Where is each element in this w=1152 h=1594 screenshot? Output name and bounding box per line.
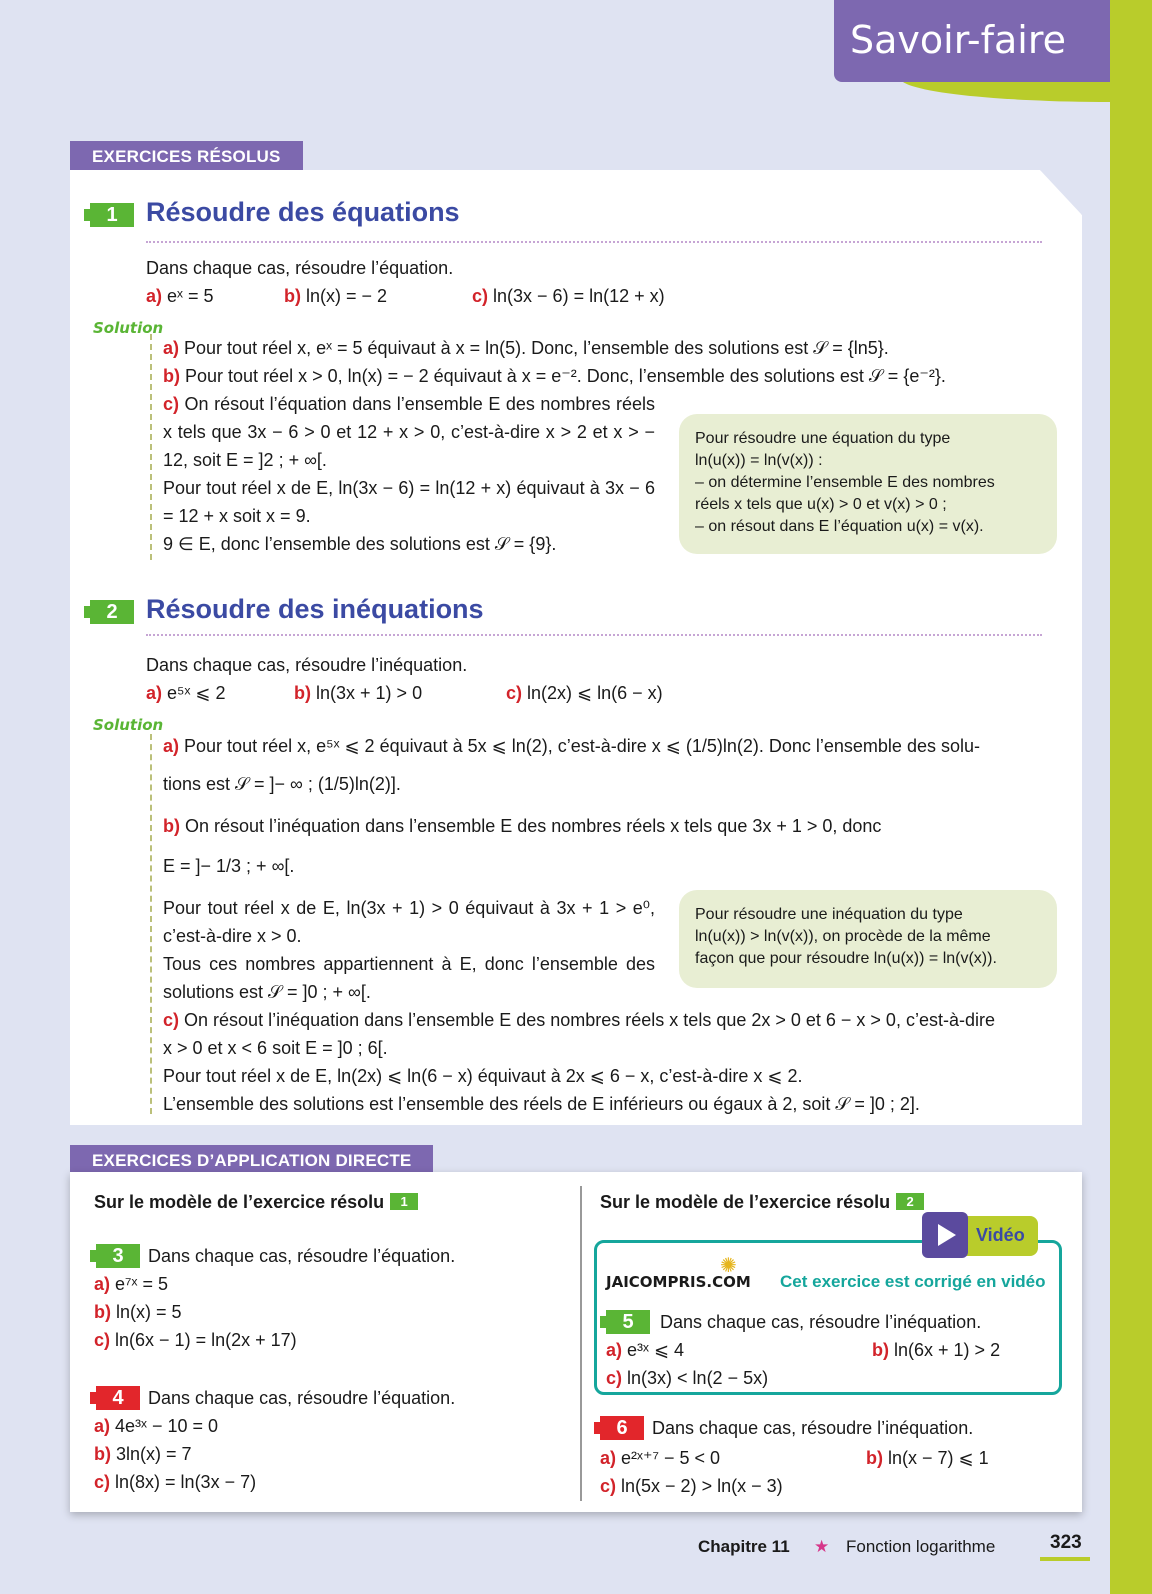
page-number: 323 xyxy=(1050,1532,1082,1553)
ex1-sol-c2: Pour tout réel x de E, ln(3x − 6) = ln(12 + x) équivaut à 3x − 6 = 12 + x soit x = 9. xyxy=(163,478,655,526)
ex2-number: 2 xyxy=(90,600,134,624)
ex2-sol-b2: E = ]− 1/3 ; + ∞[. xyxy=(163,856,295,876)
ex2-sol-c2: x > 0 et x < 6 soit E = ]0 ; 6[. xyxy=(163,1038,388,1058)
ex2-sol-c4: L’ensemble des solutions est l’ensemble des réels de E inférieurs ou égaux à 2, soit 𝒮 = ]0 ; 2]. xyxy=(163,1094,920,1114)
side-stripe xyxy=(1110,0,1152,1594)
play-icon xyxy=(922,1212,968,1258)
ex4-number: 4 xyxy=(96,1386,140,1410)
ex4-b: b) 3ln(x) = 7 xyxy=(94,1444,192,1464)
ex1-item-b: b) ln(x) = − 2 xyxy=(284,286,388,306)
ex2-tip: Pour résoudre une inéquation du type ln(u(x)) > ln(v(x)), on procède de la même façon que pour résoudre ln(u(x)) = ln(v(x)). xyxy=(679,890,1057,988)
ex1-solution-label: Solution xyxy=(93,319,164,337)
ex1-item-c: c) ln(3x − 6) = ln(12 + x) xyxy=(472,286,665,306)
ex3-a: a) e⁷ˣ = 5 xyxy=(94,1274,168,1294)
ex1-number: 1 xyxy=(90,203,134,227)
left-model-title: Sur le modèle de l’exercice résolu 1 xyxy=(94,1192,418,1213)
ex6-number: 6 xyxy=(600,1416,644,1440)
ex1-solution-rule xyxy=(150,334,152,560)
ex6-b: b) ln(x − 7) ⩽ 1 xyxy=(866,1448,989,1468)
ex3-statement: Dans chaque cas, résoudre l’équation. xyxy=(148,1246,456,1266)
brand-logo: JAICOMPRIS.COM xyxy=(606,1273,751,1291)
ex2-divider xyxy=(146,634,1042,636)
ex1-sol-c1: c) On résout l’équation dans l’ensemble E des nombres réels x tels que 3x − 6 > 0 et 12 + x > 0, c’est-à-dire x > 2 et x > − 12, soit E = ]2 ; + ∞[. xyxy=(163,394,655,470)
ex1-statement: Dans chaque cas, résoudre l’équation. xyxy=(146,258,454,278)
ex1-divider xyxy=(146,241,1042,243)
tab-label: Savoir-faire xyxy=(850,18,1066,62)
ex2-item-b: b) ln(3x + 1) > 0 xyxy=(294,683,423,703)
ex5-b: b) ln(6x + 1) > 2 xyxy=(872,1340,1001,1360)
ex2-sol-a2: tions est 𝒮 = ]− ∞ ; (1/5)ln(2)]. xyxy=(163,774,401,794)
ex2-sol-b1: b) On résout l’inéquation dans l’ensemble E des nombres réels x tels que 3x + 1 > 0, donc xyxy=(163,816,882,836)
ex2-sol-b3: Pour tout réel x de E, ln(3x + 1) > 0 équivaut à 3x + 1 > e⁰, c’est-à-dire x > 0. xyxy=(163,898,655,946)
ex5-a: a) e³ˣ ⩽ 4 xyxy=(606,1340,685,1360)
ex1-item-a: a) eˣ = 5 xyxy=(146,286,214,306)
right-model-title: Sur le modèle de l’exercice résolu 2 xyxy=(600,1192,924,1213)
ex2-sol-b4: Tous ces nombres appartiennent à E, donc l’ensemble des solutions est 𝒮 = ]0 ; + ∞[. xyxy=(163,954,655,1002)
ex3-number: 3 xyxy=(96,1244,140,1268)
section-resolved: EXERCICES RÉSOLUS xyxy=(70,141,303,173)
lightbulb-icon: ✺ xyxy=(720,1255,737,1277)
ex2-title: Résoudre des inéquations xyxy=(146,594,484,624)
ex2-item-a: a) e⁵ˣ ⩽ 2 xyxy=(146,683,226,703)
ex4-a: a) 4e³ˣ − 10 = 0 xyxy=(94,1416,219,1436)
column-separator xyxy=(580,1186,582,1501)
video-button[interactable]: Vidéo xyxy=(926,1216,1038,1256)
footer-topic: Fonction logarithme xyxy=(846,1537,996,1556)
ex1-sol-b: b) Pour tout réel x > 0, ln(x) = − 2 équivaut à x = e⁻². Donc, l’ensemble des solutions est 𝒮 = {e⁻²}. xyxy=(163,366,946,386)
ex4-statement: Dans chaque cas, résoudre l’équation. xyxy=(148,1388,456,1408)
ex5-statement: Dans chaque cas, résoudre l’inéquation. xyxy=(660,1312,982,1332)
ex2-item-c: c) ln(2x) ⩽ ln(6 − x) xyxy=(506,683,663,703)
ex5-number: 5 xyxy=(606,1310,650,1334)
video-text: Cet exercice est corrigé en vidéo xyxy=(780,1272,1046,1291)
ex4-c: c) ln(8x) = ln(3x − 7) xyxy=(94,1472,257,1492)
page-number-underline xyxy=(1040,1557,1090,1561)
ex5-c: c) ln(3x) < ln(2 − 5x) xyxy=(606,1368,769,1388)
ex1-sol-a: a) Pour tout réel x, eˣ = 5 équivaut à x = ln(5). Donc, l’ensemble des solutions est 𝒮 = {ln5}. xyxy=(163,338,889,358)
ex1-sol-c3: 9 ∈ E, donc l’ensemble des solutions est 𝒮 = {9}. xyxy=(163,534,557,554)
ex2-sol-a1: a) Pour tout réel x, e⁵ˣ ⩽ 2 équivaut à 5x ⩽ ln(2), c’est-à-dire x ⩽ (1/5)ln(2). Donc l’ensemble des solu- xyxy=(163,736,980,756)
ex6-c: c) ln(5x − 2) > ln(x − 3) xyxy=(600,1476,783,1496)
footer-chapter: Chapitre 11 xyxy=(698,1537,790,1556)
ex6-a: a) e²ˣ⁺⁷ − 5 < 0 xyxy=(600,1448,721,1468)
savoir-faire-tab xyxy=(834,0,1110,82)
ex2-solution-label: Solution xyxy=(93,716,164,734)
ex6-statement: Dans chaque cas, résoudre l’inéquation. xyxy=(652,1418,974,1438)
ex2-statement: Dans chaque cas, résoudre l’inéquation. xyxy=(146,655,468,675)
section-direct: EXERCICES D’APPLICATION DIRECTE xyxy=(70,1145,433,1177)
ex3-c: c) ln(6x − 1) = ln(2x + 17) xyxy=(94,1330,297,1350)
footer-star-icon: ★ xyxy=(814,1537,830,1556)
ex1-tip: Pour résoudre une équation du type ln(u(x)) = ln(v(x)) : – on détermine l’ensemble E des nombres réels x tels que u(x) > 0 et v(x) > 0 ; – on résout dans E l’équation u(x) = v(x). xyxy=(679,414,1057,554)
ex2-sol-c3: Pour tout réel x de E, ln(2x) ⩽ ln(6 − x) équivaut à 2x ⩽ 6 − x, c’est-à-dire x ⩽ 2. xyxy=(163,1066,803,1086)
ex1-title: Résoudre des équations xyxy=(146,197,460,227)
ex2-sol-c1: c) On résout l’inéquation dans l’ensemble E des nombres réels x tels que 2x > 0 et 6 − x > 0, c’est-à-dire xyxy=(163,1010,995,1030)
ex3-b: b) ln(x) = 5 xyxy=(94,1302,182,1322)
ex2-solution-rule xyxy=(150,734,152,1114)
